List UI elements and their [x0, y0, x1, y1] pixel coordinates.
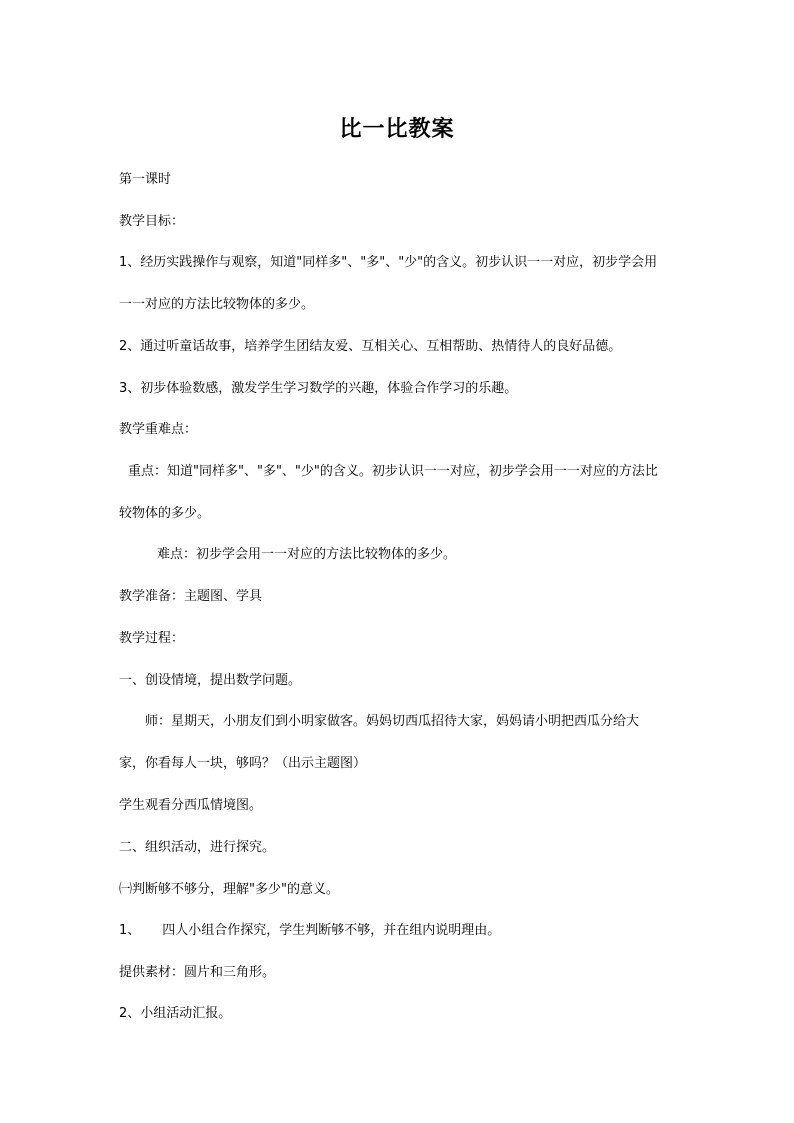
- key-point-line-2: 较物体的多少。: [119, 506, 211, 521]
- objective-3: 3、初步体验数感，激发学生学习数学的兴趣，体验合作学习的乐趣。: [119, 381, 518, 396]
- teacher-dialogue-line-2: 家，你看每人一块，够吗？（出示主题图）: [119, 756, 367, 771]
- teaching-preparation: 教学准备：主题图、学具: [119, 589, 263, 604]
- objective-2: 2、通过听童话故事，培养学生团结友爱、互相关心、互相帮助、热情待人的良好品德。: [119, 339, 622, 354]
- activity-item-1-number: 1、: [119, 923, 141, 938]
- section-heading-process: 教学过程：: [119, 631, 185, 646]
- teacher-dialogue-line-1: 师：星期天，小朋友们到小明家做客。妈妈切西瓜招待大家，妈妈请小明把西瓜分给大: [145, 714, 640, 729]
- objective-1-line-1: 1、经历实践操作与观察，知道"同样多"、"多"、"少"的含义。初步认识一一对应，初步学会用: [119, 255, 658, 270]
- section-heading-objectives: 教学目标：: [119, 214, 185, 229]
- sub-step-1-heading: ㈠判断够不够分，理解"多少"的意义。: [119, 882, 339, 897]
- student-activity: 学生观看分西瓜情境图。: [119, 798, 263, 813]
- key-point-line-1: 重点：知道"同样多"、"多"、"少"的含义。初步认识一一对应，初步学会用一一对应的方法比: [128, 464, 658, 479]
- difficult-point: 难点：初步学会用一一对应的方法比较物体的多少。: [157, 547, 457, 562]
- section-heading-key-points: 教学重难点：: [119, 422, 198, 437]
- activity-item-1: [119, 922, 500, 940]
- activity-item-1-text: 四人小组合作探究，学生判断够不够，并在组内说明理由。: [162, 923, 501, 938]
- lesson-period: 第一课时: [119, 172, 172, 187]
- activity-item-2: 2、小组活动汇报。: [119, 1006, 232, 1021]
- step-1-heading: 一、创设情境，提出数学问题。: [119, 673, 302, 688]
- document-title: 比一比教案: [339, 116, 455, 142]
- step-2-heading: 二、组织活动，进行探究。: [119, 840, 276, 855]
- materials-provided: 提供素材：圆片和三角形。: [119, 965, 276, 980]
- objective-1-line-2: 一一对应的方法比较物体的多少。: [119, 297, 315, 312]
